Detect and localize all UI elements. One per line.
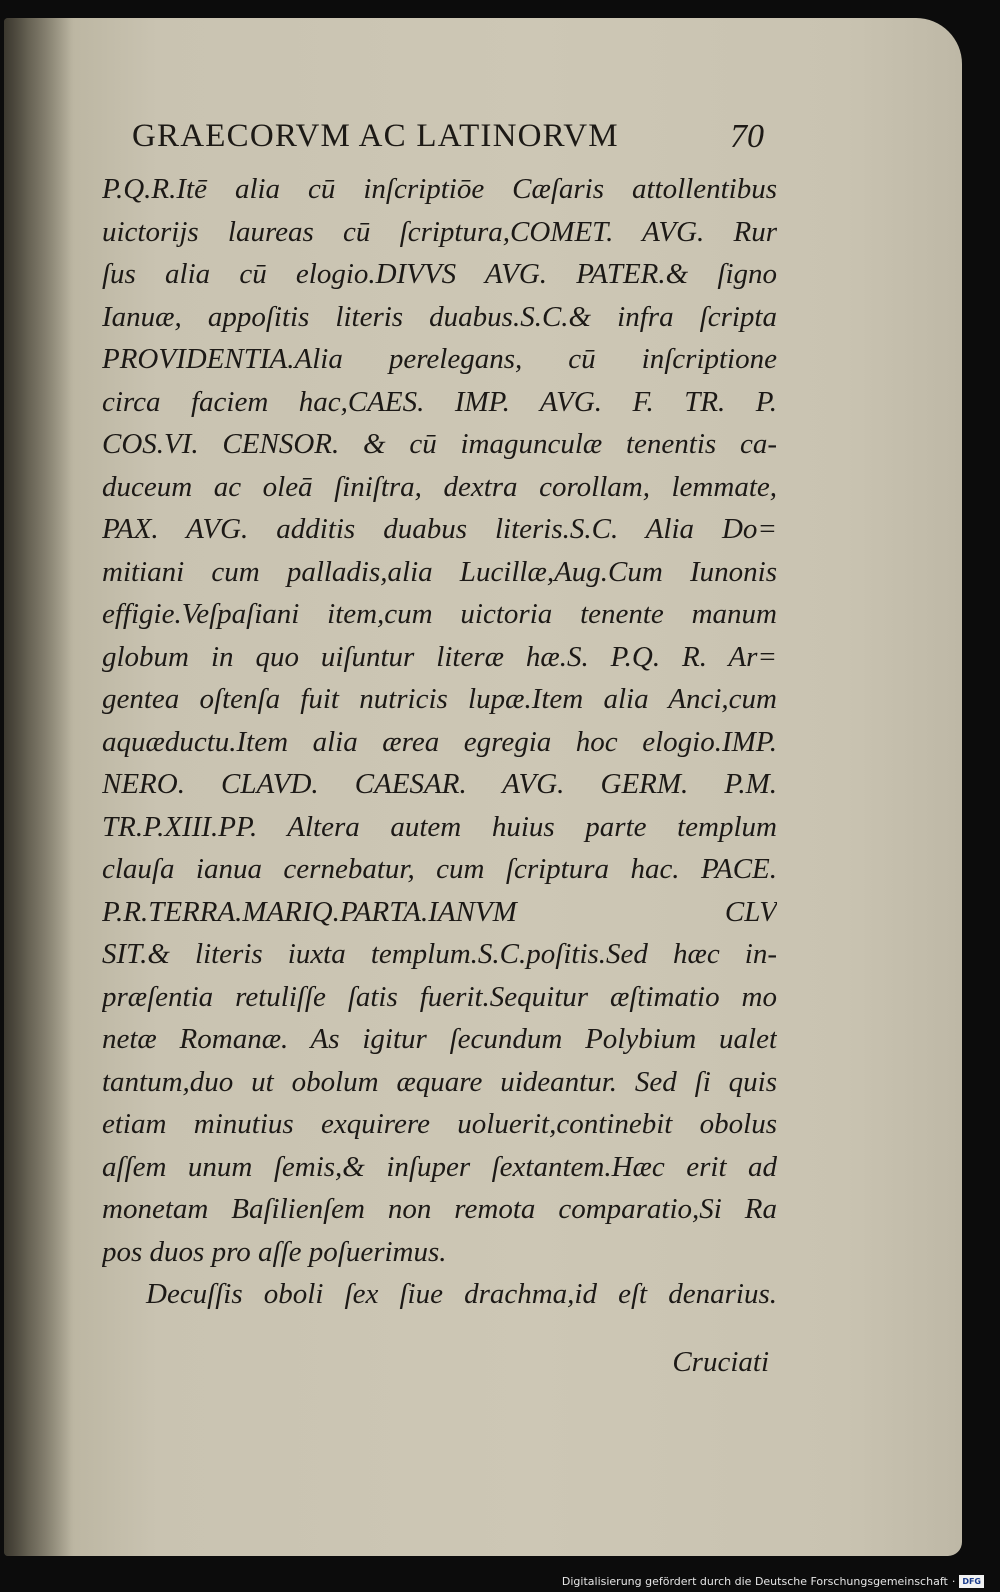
text-line: præſentia retuliſſe ſatis fuerit.Sequitur æſtimatio mo [102, 980, 777, 1013]
text-line: aquæductu.Item alia ærea egregia hoc elogio.IMP. [102, 725, 777, 758]
text-line: Ianuæ, appoſitis literis duabus.S.C.& infra ſcripta [102, 300, 777, 333]
text-line: mitiani cum palladis,alia Lucillæ,Aug.Cum Iunonis [102, 555, 777, 588]
text-line: netæ Romanæ. As igitur ſecundum Polybium ualet [102, 1023, 777, 1055]
text-line: monetam Baſilienſem non remota comparatio,Si Ra [102, 1193, 777, 1225]
catchword: Cruciati [672, 1346, 769, 1378]
text-line: ſus alia cū elogio.DIVVS AVG. PATER.& ſigno [102, 258, 777, 290]
text-line: NERO. CLAVD. CAESAR. AVG. GERM. P.M. [102, 768, 777, 800]
page-number: 70 [730, 118, 764, 155]
text-line: COS.VI. CENSOR. & cū imagunculæ tenentis ca- [102, 428, 777, 460]
text-line: tantum,duo ut obolum æquare uideantur. Sed ſi quis [102, 1065, 777, 1098]
credit-text: Digitalisierung gefördert durch die Deutsche Forschungsgemeinschaft [561, 1575, 948, 1588]
text-line-indented: Decuſſis oboli ſex ſiue drachma,id eſt denarius. [146, 1278, 777, 1310]
text-line: effigie.Veſpaſiani item,cum uictoria tenente manum [102, 598, 777, 630]
book-page [4, 18, 962, 1556]
text-line: TR.P.XIII.PP. Altera autem huius parte templum [102, 810, 777, 843]
digitization-credit: Digitalisierung gefördert durch die Deutsche Forschungsgemeinschaft · DFG [562, 1575, 984, 1588]
text-line: duceum ac oleā ſiniſtra, dextra corollam, lemmate, [102, 470, 777, 503]
page-header [124, 118, 764, 162]
running-title: GRAECORVM AC LATINORVM [132, 118, 619, 154]
text-line: PAX. AVG. additis duabus literis.S.C. Alia Do= [102, 513, 777, 545]
text-line: gentea oſtenſa fuit nutricis lupæ.Item alia Anci,cum [102, 683, 777, 715]
text-line: P.Q.R.Itē alia cū inſcriptiōe Cæſaris attollentibus [102, 173, 777, 205]
text-line: aſſem unum ſemis,& inſuper ſextantem.Hæc erit ad [102, 1150, 777, 1183]
text-line: uictorijs laureas cū ſcriptura,COMET. AVG. Rur [102, 215, 777, 248]
dfg-logo: DFG [959, 1575, 984, 1588]
text-line-paragraph-end: pos duos pro aſſe poſuerimus. [102, 1235, 447, 1268]
text-line: etiam minutius exquirere uoluerit,continebit obolus [102, 1108, 777, 1140]
text-line: SIT.& literis iuxta templum.S.C.poſitis.Sed hæc in- [102, 938, 777, 970]
text-line: circa faciem hac,CAES. IMP. AVG. F. TR. P. [102, 385, 777, 418]
text-line: P.R.TERRA.MARIQ.PARTA.IANVM CLV [102, 895, 777, 928]
text-line: clauſa ianua cernebatur, cum ſcriptura hac. PACE. [102, 853, 777, 885]
text-line: PROVIDENTIA.Alia perelegans, cū inſcriptione [102, 343, 777, 375]
text-line: globum in quo uiſuntur literæ hæ.S. P.Q. R. Ar= [102, 640, 777, 673]
main-text [102, 168, 777, 1316]
